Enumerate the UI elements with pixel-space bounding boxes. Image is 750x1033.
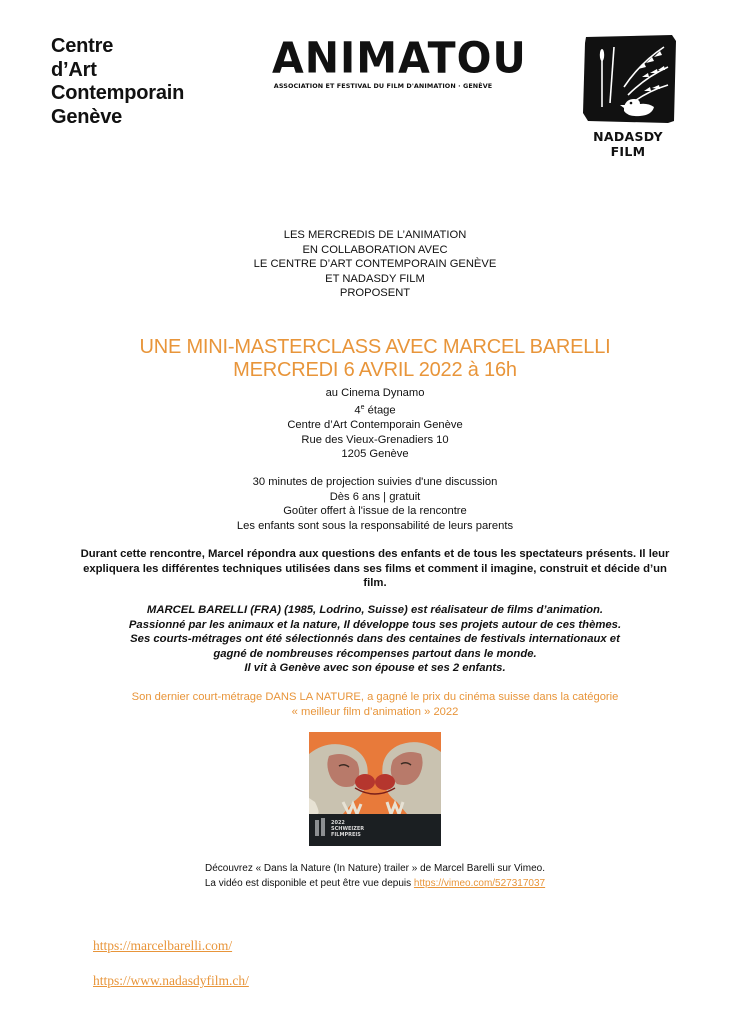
- venue-city: 1205 Genève: [341, 448, 409, 461]
- nadasdy-website-link[interactable]: https://www.nadasdyfilm.ch/: [93, 973, 249, 988]
- venue-street: Rue des Vieux-Grenadiers 10: [301, 433, 449, 446]
- bio-paragraph: [80, 603, 670, 676]
- details-line: 30 minutes de projection suivies d'une discussion: [252, 476, 498, 488]
- intro-line: LES MERCREDIS DE L’ANIMATION: [283, 229, 467, 241]
- bio-line: MARCEL BARELLI (FRA) (1985, Lodrino, Suisse) est réalisateur de films d’animation.: [146, 604, 604, 616]
- award-badge: [331, 820, 364, 838]
- headline-title: UNE MINI-MASTERCLASS AVEC MARCEL BARELLI: [139, 336, 611, 358]
- intro-line: ET NADASDY FILM: [325, 272, 425, 285]
- cac-logo-line: Centre: [51, 35, 114, 57]
- bio-line: Passionné par les animaux et la nature, Il développe tous ses projets autour de ces thèmes.: [128, 618, 622, 631]
- intro-line: LE CENTRE D’ART CONTEMPORAIN GENÈVE: [253, 258, 497, 271]
- vimeo-line-2: [0, 877, 750, 892]
- cac-logo: [51, 35, 184, 129]
- description-paragraph: Durant cette rencontre, Marcel répondra aux questions des enfants et de tous les spectateurs présents. Il leur expliquera les différentes techniques utilisées dans ses films et comment il imagine, construit et décide d’un film.: [80, 548, 670, 589]
- details-line: Dès 6 ans | gratuit: [329, 490, 421, 503]
- vimeo-block: [0, 862, 750, 891]
- venue-floor-number: 4: [354, 404, 361, 417]
- venue-floor-word: étage: [364, 404, 396, 417]
- cac-logo-line: Contemporain: [51, 82, 185, 104]
- cac-logo-line: d’Art: [51, 58, 97, 81]
- nadasdy-emblem-icon: [580, 33, 680, 125]
- award-badge-year: 2022: [331, 820, 345, 826]
- cac-logo-line: Genève: [51, 105, 123, 128]
- prize-line: Son dernier court-métrage DANS LA NATURE, a gagné le prix du cinéma suisse dans la catégorie: [131, 691, 619, 703]
- prize-line: « meilleur film d’animation » 2022: [291, 705, 459, 718]
- headline: [0, 336, 750, 382]
- bio-line: gagné de nombreuses récompenses partout dans le monde.: [213, 647, 537, 660]
- award-badge-line: FILMPREIS: [331, 832, 361, 838]
- headline-date: MERCREDI 6 AVRIL 2022 à 16h: [233, 359, 517, 381]
- prize-paragraph: [60, 690, 690, 719]
- venue-block: [0, 386, 750, 462]
- film-still: [309, 732, 441, 846]
- details-block: [0, 475, 750, 533]
- film-still-illustration: [309, 732, 441, 846]
- venue-building: Centre d’Art Contemporain Genève: [287, 418, 463, 431]
- venue-floor-sup: e: [360, 403, 365, 411]
- venue-name: au Cinema Dynamo: [325, 387, 425, 399]
- animatou-subtitle: ASSOCIATION ET FESTIVAL DU FILM D'ANIMATION · GENÈVE: [273, 82, 493, 90]
- bio-line: Il vit à Genève avec son épouse et ses 2 enfants.: [244, 662, 506, 674]
- animatou-logo: [272, 32, 527, 90]
- barelli-website-link[interactable]: https://marcelbarelli.com/: [93, 938, 233, 953]
- vimeo-text: La vidéo est disponible et peut être vue depuis: [204, 877, 414, 889]
- intro-block: [0, 228, 750, 301]
- details-line: Les enfants sont sous la responsabilité de leurs parents: [236, 519, 514, 532]
- nadasdy-name: NADASDY FILM: [593, 129, 663, 159]
- intro-line: PROPOSENT: [339, 287, 411, 300]
- bio-line: Ses courts-métrages ont été sélectionnés dans des centaines de festivals internationaux et: [130, 633, 620, 645]
- vimeo-line: Découvrez « Dans la Nature (In Nature) trailer » de Marcel Barelli sur Vimeo.: [205, 863, 545, 874]
- award-badge-line: SCHWEIZER: [331, 826, 365, 832]
- venue-floor: [0, 401, 750, 418]
- vimeo-link[interactable]: https://vimeo.com/527317037: [413, 877, 546, 889]
- details-line: Goûter offert à l'issue de la rencontre: [283, 505, 467, 518]
- animatou-title: ANIMATOU: [272, 32, 527, 84]
- intro-line: EN COLLABORATION AVEC: [302, 243, 448, 256]
- nadasdy-logo: [580, 33, 680, 130]
